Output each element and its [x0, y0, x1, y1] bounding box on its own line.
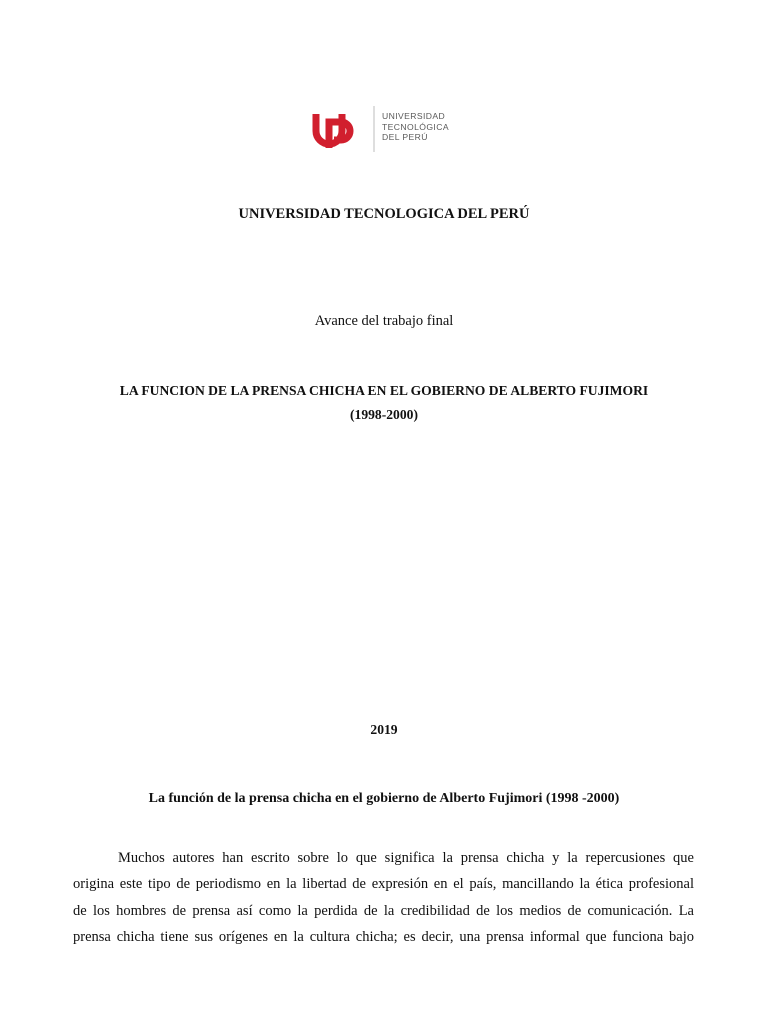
paragraph-line: prensa chicha tiene sus orígenes en la cultura chicha; es decir, una prensa informal que funciona bajo: [73, 928, 694, 945]
document-title-years: (1998-2000): [350, 407, 418, 422]
paragraph-line: Muchos autores han escrito sobre lo que significa la prensa chicha y la repercusiones que: [118, 850, 694, 866]
university-name: UNIVERSIDAD TECNOLOGICA DEL PERÚ: [238, 206, 530, 222]
paragraph-line: origina este tipo de periodismo en la libertad de expresión en el país, mancillando la ética profesional: [73, 876, 694, 893]
logo-line-2: TECNOLÓGICA: [382, 121, 449, 132]
paragraph-line: de los hombres de prensa así como la perdida de la credibilidad de los medios de comunicación. La: [73, 902, 694, 919]
document-year: 2019: [370, 722, 398, 737]
logo-line-3: DEL PERÚ: [382, 132, 428, 143]
body-paragraph: [73, 845, 694, 950]
logo-line-1: UNIVERSIDAD: [382, 111, 446, 121]
section-heading: La función de la prensa chicha en el gobierno de Alberto Fujimori (1998 -2000): [148, 791, 620, 806]
document-title: LA FUNCION DE LA PRENSA CHICHA EN EL GOBIERNO DE ALBERTO FUJIMORI: [119, 383, 649, 398]
document-subtitle: Avance del trabajo final: [314, 313, 454, 329]
logo-wordmark: [382, 111, 449, 143]
